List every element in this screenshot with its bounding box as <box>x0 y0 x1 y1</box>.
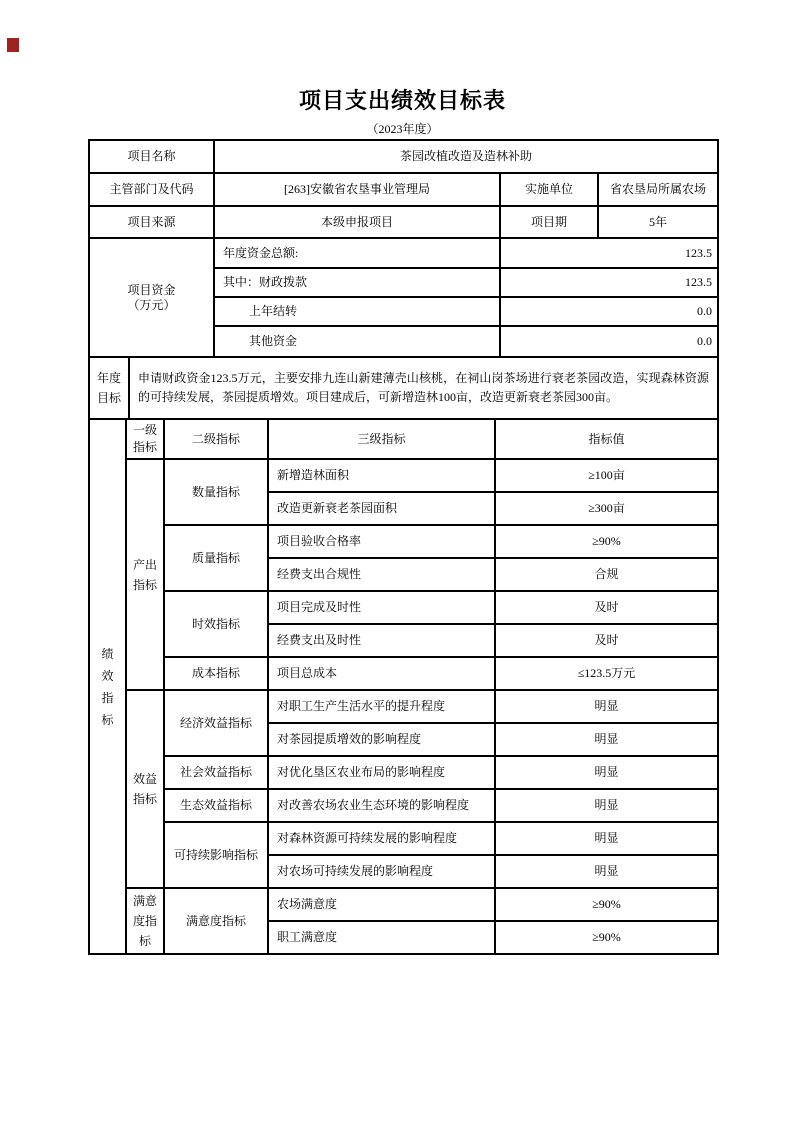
table-row <box>89 140 718 173</box>
header-level1 <box>126 419 164 459</box>
project-name-value: 茶园改植改造及造林补助 <box>214 140 718 173</box>
indicator-value: 明显 <box>495 690 718 723</box>
indicator-value: 明显 <box>495 789 718 822</box>
annual-goal-text: 申请财政资金123.5万元，主要安排九连山新建薄壳山核桃，在祠山岗茶场进行衰老茶园改造，实现森林资源的可持续发展，茶园提质增效。项目建成后，可新增造林100亩，改造更新衰老茶园300亩。 <box>129 357 718 419</box>
page-title: 项目支出绩效目标表 <box>298 88 506 113</box>
funds-fiscal-label: 其中：财政拨款 <box>214 268 500 297</box>
level1-benefit <box>126 690 164 888</box>
level3-label: 对职工生产生活水平的提升程度 <box>268 690 495 723</box>
side-label-performance <box>89 419 126 954</box>
level2-ecological: 生态效益指标 <box>164 789 268 822</box>
table-row <box>89 756 718 789</box>
dept-label: 主管部门及代码 <box>89 173 214 206</box>
table-row <box>89 206 718 238</box>
indicator-value: ≥90% <box>495 921 718 954</box>
level3-label: 项目完成及时性 <box>268 591 495 624</box>
level3-label: 对茶园提质增效的影响程度 <box>268 723 495 756</box>
indicator-value: 及时 <box>495 591 718 624</box>
table-row <box>89 525 718 558</box>
indicator-value: 明显 <box>495 822 718 855</box>
level1-satisfaction-text: 满意度指标 <box>132 894 157 948</box>
header-level3: 三级指标 <box>268 419 495 459</box>
source-value: 本级申报项目 <box>214 206 500 238</box>
project-info-table <box>88 139 719 358</box>
funds-other-label: 其他资金 <box>214 326 500 357</box>
table-row <box>89 173 718 206</box>
level3-label: 农场满意度 <box>268 888 495 921</box>
level1-satisfaction <box>126 888 164 954</box>
indicators-header-row <box>89 419 718 459</box>
level2-sustainable: 可持续影响指标 <box>164 822 268 888</box>
indicator-value: 合规 <box>495 558 718 591</box>
table-row <box>89 690 718 723</box>
indicator-value: 明显 <box>495 756 718 789</box>
funds-label <box>89 238 214 357</box>
table-row <box>89 238 718 268</box>
level3-label: 对森林资源可持续发展的影响程度 <box>268 822 495 855</box>
level1-output <box>126 459 164 690</box>
level3-label: 新增造林面积 <box>268 459 495 492</box>
level2-satisfaction: 满意度指标 <box>164 888 268 954</box>
dept-value: [263]安徽省农垦事业管理局 <box>214 173 500 206</box>
level2-quantity: 数量指标 <box>164 459 268 525</box>
document-body <box>88 139 717 955</box>
red-marker-icon <box>7 38 19 52</box>
level3-label: 职工满意度 <box>268 921 495 954</box>
project-name-label: 项目名称 <box>89 140 214 173</box>
header-value: 指标值 <box>495 419 718 459</box>
impl-unit-label: 实施单位 <box>500 173 598 206</box>
annual-goal-table <box>88 356 719 420</box>
indicators-table <box>88 418 719 955</box>
level3-label: 经费支出及时性 <box>268 624 495 657</box>
indicator-value: 及时 <box>495 624 718 657</box>
level2-cost: 成本指标 <box>164 657 268 690</box>
period-value: 5年 <box>598 206 718 238</box>
period-label: 项目期 <box>500 206 598 238</box>
table-row <box>89 822 718 855</box>
table-row <box>89 357 718 419</box>
level3-label: 对改善农场农业生态环境的影响程度 <box>268 789 495 822</box>
indicator-value: 明显 <box>495 855 718 888</box>
funds-fiscal-value: 123.5 <box>500 268 718 297</box>
table-row <box>89 591 718 624</box>
side-label-text: 绩效指标 <box>101 646 114 727</box>
level2-economic: 经济效益指标 <box>164 690 268 756</box>
table-row <box>89 459 718 492</box>
level3-label: 对优化垦区农业布局的影响程度 <box>268 756 495 789</box>
level3-label: 项目总成本 <box>268 657 495 690</box>
level1-benefit-text: 效益指标 <box>132 772 157 806</box>
source-label: 项目来源 <box>89 206 214 238</box>
funds-total-value: 123.5 <box>500 238 718 268</box>
header-level1-text: 一级指标 <box>132 423 157 454</box>
table-row <box>89 657 718 690</box>
page-subtitle: （2023年度） <box>366 122 439 136</box>
level3-label: 改造更新衰老茶园面积 <box>268 492 495 525</box>
indicator-value: ≥300亩 <box>495 492 718 525</box>
level2-timeliness: 时效指标 <box>164 591 268 657</box>
funds-label-line1: 项目资金 <box>127 282 176 297</box>
header-level2: 二级指标 <box>164 419 268 459</box>
indicator-value: ≥100亩 <box>495 459 718 492</box>
funds-other-value: 0.0 <box>500 326 718 357</box>
level3-label: 对农场可持续发展的影响程度 <box>268 855 495 888</box>
annual-goal-label <box>89 357 129 419</box>
indicator-value: ≤123.5万元 <box>495 657 718 690</box>
table-row <box>89 789 718 822</box>
indicator-value: ≥90% <box>495 525 718 558</box>
funds-carryover-value: 0.0 <box>500 297 718 326</box>
indicator-value: 明显 <box>495 723 718 756</box>
level3-label: 项目验收合格率 <box>268 525 495 558</box>
annual-goal-label-text: 年度目标 <box>96 371 121 405</box>
level1-output-text: 产出指标 <box>132 557 157 592</box>
impl-unit-value: 省农垦局所属农场 <box>598 173 718 206</box>
funds-carryover-label: 上年结转 <box>214 297 500 326</box>
level3-label: 经费支出合规性 <box>268 558 495 591</box>
indicator-value: ≥90% <box>495 888 718 921</box>
funds-total-label: 年度资金总额: <box>214 238 500 268</box>
table-row <box>89 888 718 921</box>
funds-label-line2: （万元） <box>127 297 176 312</box>
level2-quality: 质量指标 <box>164 525 268 591</box>
level2-social: 社会效益指标 <box>164 756 268 789</box>
